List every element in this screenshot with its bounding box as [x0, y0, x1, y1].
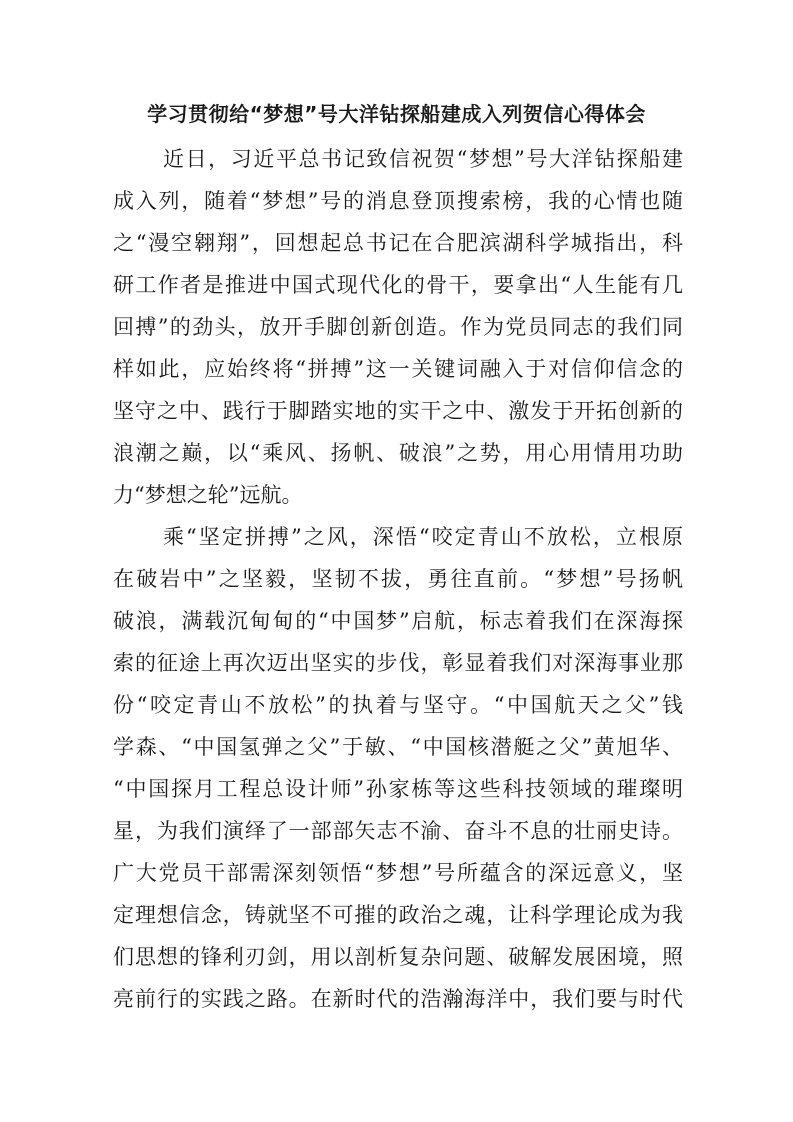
paragraph-1-line-2: 成入列，随着“梦想”号的消息登顶搜索榜，我的心情也随	[113, 189, 683, 213]
paragraph-2-line-5: 份“咬定青山不放松”的执着与坚守。“中国航天之父”钱	[113, 693, 683, 717]
paragraph-1-line-5: 回搏”的劲头，放开手脚创新创造。作为党员同志的我们同	[113, 315, 683, 339]
paragraph-2-line-9: 广大党员干部需深刻领悟“梦想”号所蕴含的深远意义，坚	[113, 861, 683, 885]
paragraph-1-line-4: 研工作者是推进中国式现代化的骨干，要拿出“人生能有几	[113, 273, 683, 297]
paragraph-1-line-3: 之“漫空翱翔”，回想起总书记在合肥滨湖科学城指出，科	[113, 231, 683, 255]
paragraph-1-line-7: 坚守之中、践行于脚踏实地的实干之中、激发于开拓创新的	[113, 399, 683, 423]
paragraph-2-line-10: 定理想信念，铸就坚不可摧的政治之魂，让科学理论成为我	[113, 903, 683, 927]
paragraph-2-line-6: 学森、“中国氢弹之父”于敏、“中国核潜艇之父”黄旭华、	[113, 735, 683, 759]
paragraph-1-line-9: 力“梦想之轮”远航。	[113, 483, 303, 507]
paragraph-2-line-8: 星，为我们演绎了一部部矢志不渝、奋斗不息的壮丽史诗。	[113, 819, 683, 843]
paragraph-2-line-3: 破浪，满载沉甸甸的“中国梦”启航，标志着我们在深海探	[113, 609, 683, 633]
paragraph-2-line-4: 索的征途上再次迈出坚实的步伐，彰显着我们对深海事业那	[113, 651, 683, 675]
paragraph-1-line-6: 样如此，应始终将“拼搏”这一关键词融入于对信仰信念的	[113, 357, 683, 381]
paragraph-2-line-11: 们思想的锋利刃剑，用以剖析复杂问题、破解发展困境，照	[113, 945, 683, 969]
paragraph-2-line-2: 在破岩中”之坚毅，坚韧不拔，勇往直前。“梦想”号扬帆	[113, 567, 683, 591]
paragraph-2-line-12: 亮前行的实践之路。在新时代的浩瀚海洋中，我们要与时代	[113, 987, 683, 1011]
paragraph-1-line-8: 浪潮之巅，以“乘风、扬帆、破浪”之势，用心用情用功助	[113, 441, 683, 465]
paragraph-1-line-1: 近日，习近平总书记致信祝贺“梦想”号大洋钻探船建	[163, 147, 683, 171]
paragraph-2-line-7: “中国探月工程总设计师”孙家栋等这些科技领域的璀璨明	[113, 777, 683, 801]
document-title: 学习贯彻给“梦想”号大洋钻探船建成入列贺信心得体会	[147, 102, 646, 126]
paragraph-2-line-1: 乘“坚定拼搏”之风，深悟“咬定青山不放松，立根原	[163, 525, 683, 549]
